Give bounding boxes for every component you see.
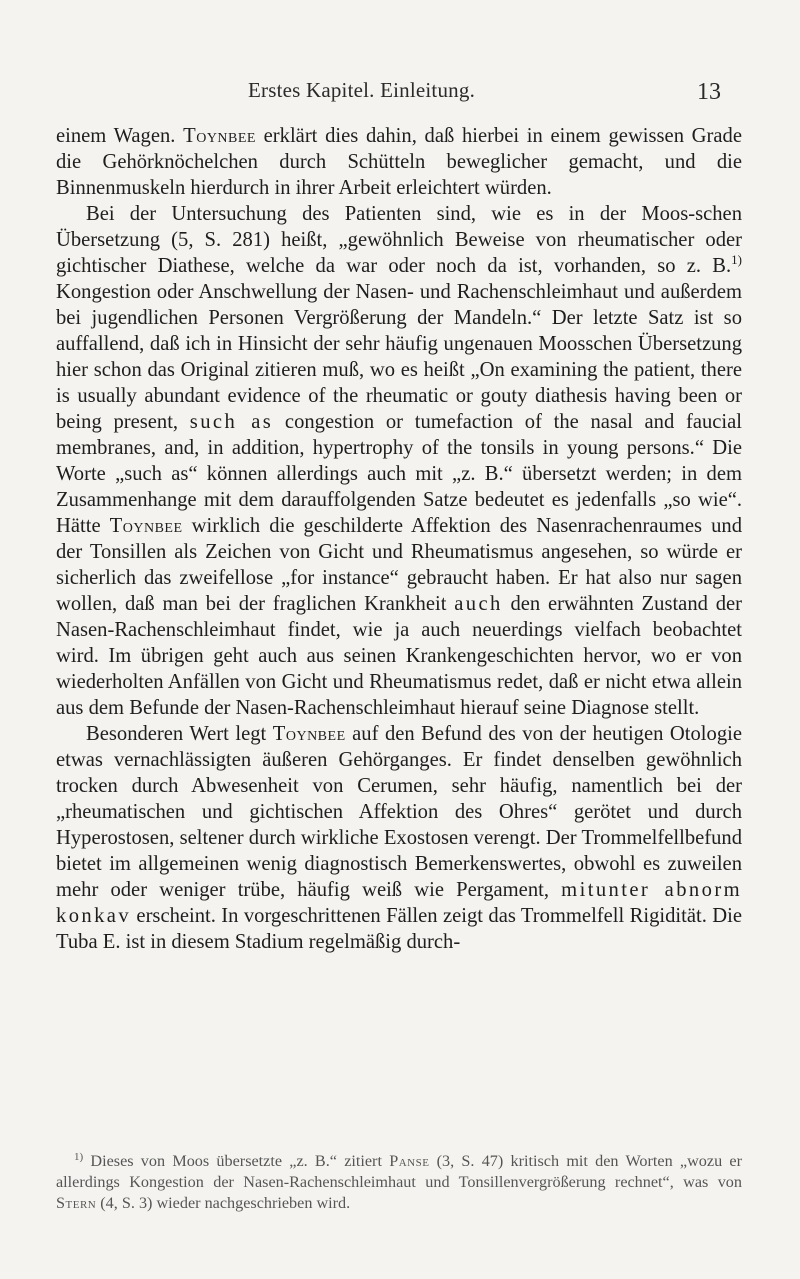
- text-run: erklärt dies dahin, daß hierbei in einem gewissen Grade die Gehörknöchelchen durch Schütteln beweglicher gemacht, und die Binnenmuskeln hierdurch in ihrer Arbeit erleichtert würden.: [56, 125, 742, 199]
- spaced-emphasis: such as: [189, 411, 274, 433]
- author-name-panse: Panse: [389, 1152, 430, 1170]
- footnote-mark: 1): [74, 1150, 84, 1163]
- paragraph-3: [56, 721, 742, 955]
- paragraph-2: [56, 201, 742, 721]
- text-run: congestion or tumefaction of the nasal and faucial membranes, and, in addition, hypertrophy of the tonsils in young persons.“ Die Worte „such as“ können allerdings auch mit „z. B.“ übersetzt werden; in dem Zusammenhange mit dem darauffolgenden Satze bedeutet es jedenfalls „so wie“. Hätte: [56, 411, 742, 537]
- page-number: 13: [697, 79, 721, 105]
- footnote: [56, 1151, 742, 1214]
- text-run: Dieses von Moos übersetzte „z. B.“ zitiert: [83, 1152, 390, 1170]
- text-run: erscheint. In vorgeschrittenen Fällen zeigt das Trommelfell Rigidität. Die Tuba E. ist in diesem Stadium regelmäßig durch-: [56, 905, 742, 953]
- spaced-emphasis: mitunter abnorm konkav: [56, 879, 742, 927]
- text-run: wirklich die geschilderte Affektion des Nasenrachenraumes und der Tonsillen als Zeichen von Gicht und Rheumatismus angesehen, so würde er sicherlich das zweifellose „for instance“ gebraucht haben. Er hat also nur sagen wollen, daß man bei der fraglichen Krankheit: [56, 515, 742, 615]
- author-name-toynbee: Toynbee: [272, 723, 346, 745]
- spaced-emphasis: auch: [454, 593, 503, 615]
- text-run: Bei der Untersuchung des Patienten sind, wie es in der Moos-schen Übersetzung (5, S. 281) heißt, „gewöhnlich Beweise von rheumatischer oder gichtischer Diathese, welche da war oder noch da ist, vorhanden, so z. B.: [56, 203, 742, 277]
- text-run: (4, S. 3) wieder nachgeschrieben wird.: [96, 1194, 351, 1212]
- text-run: auf den Befund des von der heutigen Otologie etwas vernachlässigten äußeren Gehörganges. Er findet denselben gewöhnlich trocken durch Abwesenheit von Cerumen, sehr häufig, namentlich bei der „rheumatischen und gichtischen Affektion des Ohres“ gerötet und durch Hyperostosen, seltener durch wirkliche Exostosen verengt. Der Trommelfellbefund bietet im allgemeinen wenig diagnostisch Bemerkenswertes, obwohl es zuweilen mehr oder weniger trübe, häufig weiß wie Pergament,: [56, 723, 742, 901]
- author-name-stern: Stern: [56, 1194, 97, 1212]
- paragraph-1: [56, 123, 742, 201]
- text-run: Besonderen Wert legt: [86, 723, 273, 745]
- text-run: einem Wagen.: [56, 125, 184, 147]
- footnote-reference: 1): [731, 252, 742, 268]
- author-name-toynbee: Toynbee: [109, 515, 183, 537]
- text-run: Kongestion oder Anschwellung der Nasen- und Rachenschleimhaut und außerdem bei jugendlichen Personen Vergrößerung der Mandeln.“ Der letzte Satz ist so auffallend, daß ich in Hinsicht der sehr häufig ungenauen Moosschen Übersetzung hier schon das Original zitieren muß, wo es heißt „On examining the patient, there is usually abundant evidence of the rheumatic or gouty diathesis having been or being present,: [56, 281, 742, 433]
- body-text: [56, 123, 742, 955]
- running-head: Erstes Kapitel. Einleitung.: [248, 78, 476, 102]
- text-run: (3, S. 47) kritisch mit den Worten „wozu er allerdings Kongestion der Nasen-Rachenschleimhaut und Tonsillenvergrößerung rechnet“, was von: [56, 1152, 742, 1191]
- author-name-toynbee: Toynbee: [183, 125, 256, 147]
- page-header: [0, 78, 800, 108]
- text-run: den erwähnten Zustand der Nasen-Rachenschleimhaut findet, wie ja auch neuerdings vielfach beobachtet wird. Im übrigen geht auch aus seinen Krankengeschichten hervor, wo er von wiederholten Anfällen von Gicht und Rheumatismus redet, daß er nicht etwa allein aus dem Befunde der Nasen-Rachenschleimhaut hierauf seine Diagnose stellt.: [56, 593, 742, 719]
